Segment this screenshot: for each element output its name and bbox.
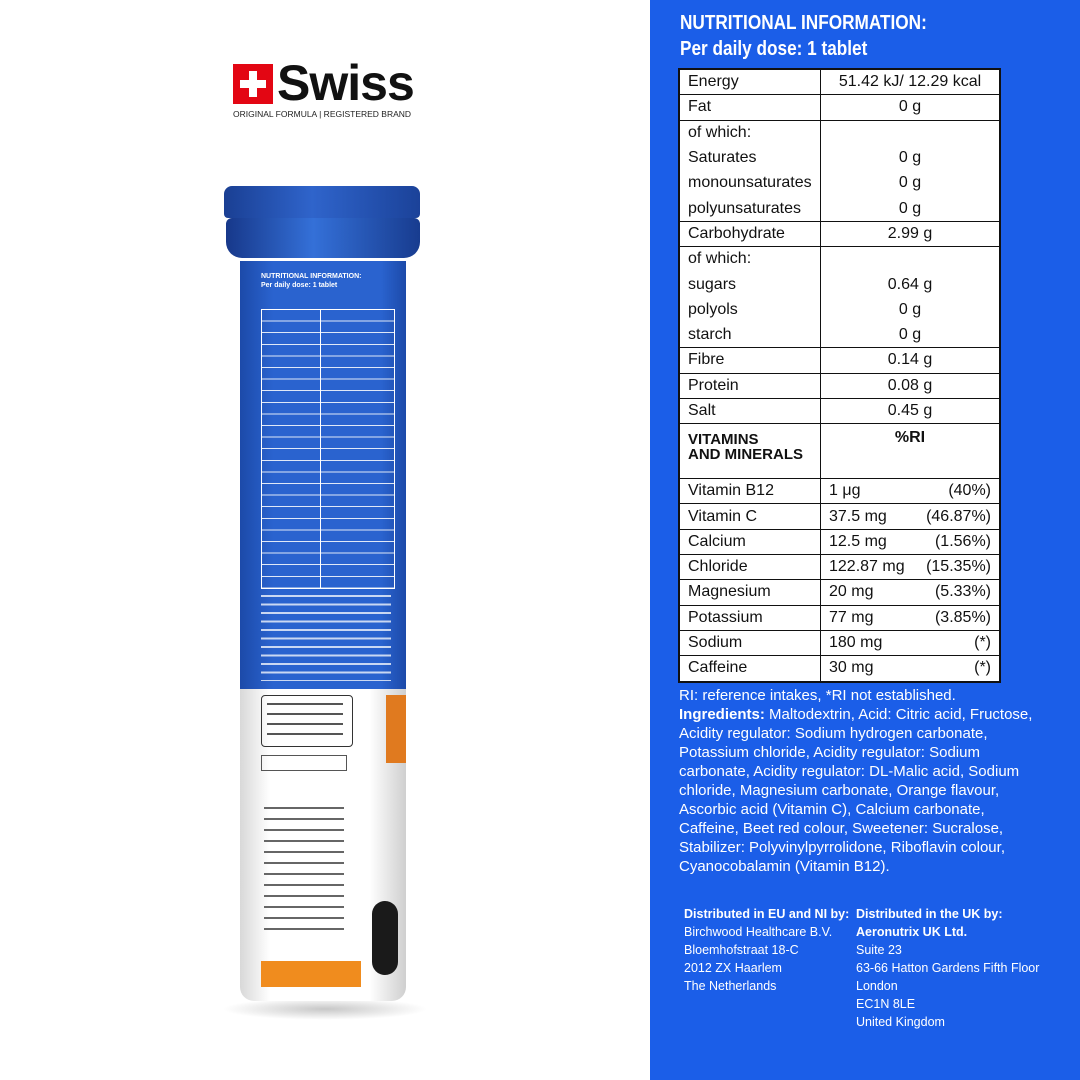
nutrition-table xyxy=(678,68,1001,683)
tube-distributor-text xyxy=(264,807,344,937)
ri-header: %RI xyxy=(821,424,1001,479)
distributor-uk-company: Aeronutrix UK Ltd. xyxy=(856,925,968,939)
nutrient-name: polyunsaturates xyxy=(679,196,821,221)
nutrient-value: 2.99 g xyxy=(821,221,1001,246)
tube-warning-box xyxy=(261,695,353,747)
vitamin-amount: 37.5 mg xyxy=(829,507,887,525)
nutrition-row xyxy=(679,322,1000,347)
nutrient-value: 0 g xyxy=(821,145,1001,170)
distributor-uk-line: London xyxy=(856,979,898,993)
nutrient-name: Salt xyxy=(679,398,821,423)
nutrition-row xyxy=(679,373,1000,398)
vitamin-row xyxy=(679,504,1000,529)
nutrient-name: Carbohydrate xyxy=(679,221,821,246)
distributor-uk-line: Suite 23 xyxy=(856,943,902,957)
vitamin-name: Vitamin C xyxy=(679,504,821,529)
vitamin-name: Sodium xyxy=(679,630,821,655)
nutrient-value: 0.08 g xyxy=(821,373,1001,398)
brand-tagline: ORIGINAL FORMULA | REGISTERED BRAND xyxy=(233,109,412,119)
vitamin-ri: (46.87%) xyxy=(926,507,991,525)
vitamin-ri: (*) xyxy=(974,659,991,677)
distributor-uk-line: 63-66 Hatton Gardens Fifth Floor xyxy=(856,961,1040,975)
tube-customer-care-box xyxy=(261,961,361,987)
distributor-eu-line: The Netherlands xyxy=(684,979,777,993)
nutrient-value: 0.45 g xyxy=(821,398,1001,423)
nutrition-row xyxy=(679,348,1000,373)
vitamin-row xyxy=(679,479,1000,504)
vitamin-name: Calcium xyxy=(679,529,821,554)
vitamin-amount: 30 mg xyxy=(829,659,874,677)
nutrient-value: 0 g xyxy=(821,95,1001,120)
vitamin-row xyxy=(679,605,1000,630)
vitamin-amount: 180 mg xyxy=(829,634,883,652)
nutrient-value: 0 g xyxy=(821,297,1001,322)
vitamins-header-line1: VITAMINS xyxy=(688,431,759,449)
distributor-eu-line: Birchwood Healthcare B.V. xyxy=(684,925,833,939)
vitamin-value-cell xyxy=(821,529,1001,554)
nutrient-name: Fibre xyxy=(679,348,821,373)
nutrition-row xyxy=(679,69,1000,95)
nutrition-row xyxy=(679,221,1000,246)
vitamin-ri: (15.35%) xyxy=(926,558,991,576)
nutrition-title: NUTRITIONAL INFORMATION: xyxy=(680,12,927,34)
ingredients-list: Maltodextrin, Acid: Citric acid, Fructose, Acidity regulator: Sodium hydrogen carbonate, Potassium chloride, Acidity regulator: Sodium carbonate, Acidity regulator: DL-Malic acid, Sodium chloride, Magnesium carbonate, Orange flavour, Ascorbic acid (Vitamin C), Calcium carbonate, Caffeine, Beet red colour, Sweetener: Sucralose, Stabilizer: Polyvinylpyrrolidone, Riboflavin colour, Cyanocobalamin (Vitamin B12). xyxy=(679,706,1033,875)
nutrient-name: of which: xyxy=(679,120,821,145)
distributor-eu-heading: Distributed in EU and NI by: xyxy=(684,907,850,921)
tube-recycle-mark xyxy=(261,755,347,771)
vitamin-name: Chloride xyxy=(679,555,821,580)
nutrient-name: monounsaturates xyxy=(679,171,821,196)
vitamin-value-cell xyxy=(821,504,1001,529)
nutrient-name: Saturates xyxy=(679,145,821,170)
vitamins-header-label xyxy=(679,424,821,479)
vitamin-row xyxy=(679,656,1000,682)
nutrient-value: 0 g xyxy=(821,171,1001,196)
tube-shadow xyxy=(222,998,428,1020)
nutrition-row xyxy=(679,272,1000,297)
ingredients-block xyxy=(679,686,1039,876)
vitamin-row xyxy=(679,555,1000,580)
nutrition-row xyxy=(679,297,1000,322)
nutrient-value xyxy=(821,120,1001,145)
vitamin-value-cell xyxy=(821,605,1001,630)
nutrient-name: starch xyxy=(679,322,821,347)
nutrition-row xyxy=(679,95,1000,120)
vitamin-name: Caffeine xyxy=(679,656,821,682)
vitamin-amount: 20 mg xyxy=(829,583,874,601)
tube-cap xyxy=(224,186,420,218)
nutrient-value: 0.64 g xyxy=(821,272,1001,297)
vitamin-name: Vitamin B12 xyxy=(679,479,821,504)
vitamin-ri: (5.33%) xyxy=(934,583,991,601)
nutrition-row xyxy=(679,196,1000,221)
nutrition-row xyxy=(679,120,1000,145)
nutrient-value: 0.14 g xyxy=(821,348,1001,373)
brand-name: Swiss xyxy=(277,55,414,111)
nutrient-value: 51.42 kJ/ 12.29 kcal xyxy=(821,69,1001,95)
nutrient-name: sugars xyxy=(679,272,821,297)
tube-body xyxy=(240,261,406,1001)
vitamin-ri: (3.85%) xyxy=(934,608,991,626)
vitamin-amount: 122.87 mg xyxy=(829,558,905,576)
tube-label-title-line2: Per daily dose: 1 tablet xyxy=(261,282,338,289)
vitamin-ri: (40%) xyxy=(948,482,991,500)
tube-label-title-line1: NUTRITIONAL INFORMATION: xyxy=(261,273,362,280)
nutrient-value: 0 g xyxy=(821,322,1001,347)
vitamin-ri: (1.56%) xyxy=(934,532,991,550)
nutrition-panel xyxy=(650,0,1080,1080)
tube-seal-badge xyxy=(372,901,398,975)
vitamin-name: Potassium xyxy=(679,605,821,630)
vitamin-amount: 1 μg xyxy=(829,482,861,500)
nutrition-row xyxy=(679,171,1000,196)
distributor-uk-heading: Distributed in the UK by: xyxy=(856,907,1003,921)
vitamin-value-cell xyxy=(821,580,1001,605)
tube-blue-label xyxy=(240,261,406,689)
swiss-logo xyxy=(228,57,426,125)
ingredients-label: Ingredients: xyxy=(679,706,765,723)
tube-label-title xyxy=(261,272,361,290)
distributor-eu-line: 2012 ZX Haarlem xyxy=(684,961,782,975)
nutrition-row xyxy=(679,145,1000,170)
vitamin-row xyxy=(679,529,1000,554)
tube-orange-stripe xyxy=(386,695,406,763)
vitamin-value-cell xyxy=(821,656,1001,682)
nutrient-value: 0 g xyxy=(821,196,1001,221)
distributor-uk-line: EC1N 8LE xyxy=(856,997,916,1011)
distributor-eu-line: Bloemhofstraat 18-C xyxy=(684,943,799,957)
nutrition-row xyxy=(679,398,1000,423)
distributor-uk xyxy=(856,905,1039,1031)
nutrient-name: of which: xyxy=(679,247,821,272)
vitamin-name: Magnesium xyxy=(679,580,821,605)
vitamin-value-cell xyxy=(821,479,1001,504)
vitamins-header-row xyxy=(679,424,1000,479)
ingredients-text xyxy=(679,705,1039,876)
vitamins-header-line2: AND MINERALS xyxy=(688,446,803,464)
vitamin-row xyxy=(679,580,1000,605)
vitamin-value-cell xyxy=(821,555,1001,580)
distributor-eu xyxy=(684,905,849,995)
vitamin-amount: 77 mg xyxy=(829,608,874,626)
vitamin-value-cell xyxy=(821,630,1001,655)
tube-nutrition-table xyxy=(261,309,395,589)
nutrient-name: Protein xyxy=(679,373,821,398)
ri-note: RI: reference intakes, *RI not established. xyxy=(679,687,956,704)
nutrient-name: Energy xyxy=(679,69,821,95)
tube-ingredients-text xyxy=(261,595,391,681)
nutrient-name: Fat xyxy=(679,95,821,120)
tube-cap-rim xyxy=(226,218,420,258)
nutrition-row xyxy=(679,247,1000,272)
vitamin-ri: (*) xyxy=(974,634,991,652)
swiss-cross-icon xyxy=(233,64,273,104)
product-tube xyxy=(220,186,430,1026)
vitamin-amount: 12.5 mg xyxy=(829,532,887,550)
nutrient-name: polyols xyxy=(679,297,821,322)
nutrient-value xyxy=(821,247,1001,272)
distributor-uk-line: United Kingdom xyxy=(856,1015,945,1029)
vitamin-row xyxy=(679,630,1000,655)
nutrition-subtitle: Per daily dose: 1 tablet xyxy=(680,38,868,60)
